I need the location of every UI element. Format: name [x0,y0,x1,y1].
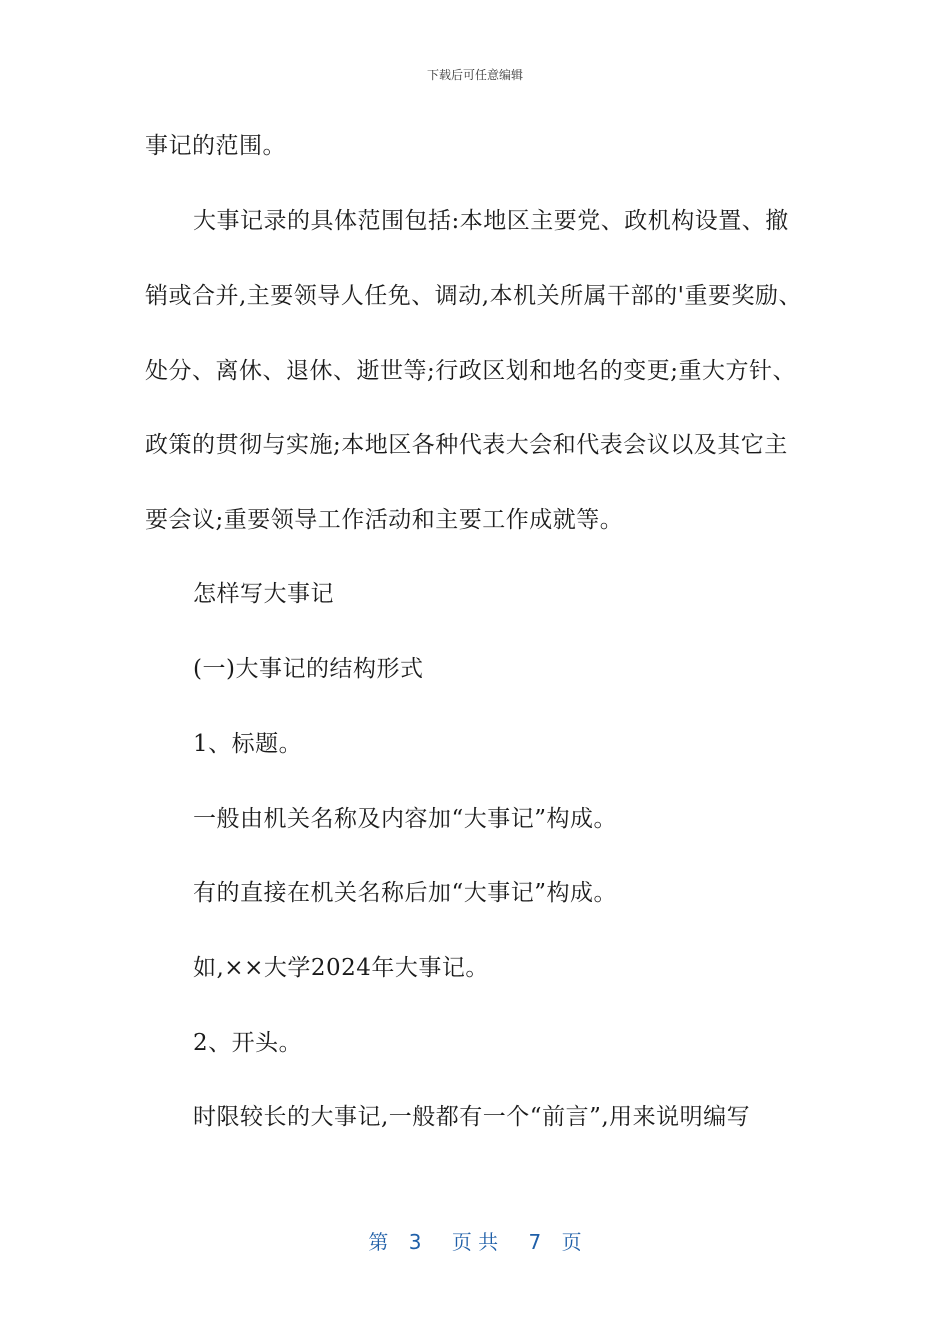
page-header-note: 下载后可任意编辑 [426,68,523,82]
text-line-4: 处分、离休、退休、逝世等;行政区划和地名的变更;重大方针、 [145,358,796,384]
text-line-11: 有的直接在机关名称后加“大事记”构成。 [193,880,618,906]
footer-prefix: 第 [368,1230,389,1254]
footer-middle: 页 共 [451,1230,499,1254]
text-line-1: 事记的范围。 [145,133,286,159]
item-heading-title: 1、标题。 [193,731,303,757]
text-line-10: 一般由机关名称及内容加“大事记”构成。 [193,806,618,832]
text-line-6: 要会议;重要领导工作活动和主要工作成就等。 [145,507,624,533]
page-footer [0,1226,950,1255]
footer-suffix: 页 [561,1230,582,1254]
text-line-5: 政策的贯彻与实施;本地区各种代表大会和代表会议以及其它主 [145,432,788,458]
footer-total-pages: 7 [528,1230,542,1254]
text-line-2: 大事记录的具体范围包括:本地区主要党、政机构设置、撤 [193,208,789,234]
text-line-12: 如,××大学2024年大事记。 [193,955,489,981]
section-heading: 怎样写大事记 [193,581,334,607]
footer-current-page: 3 [408,1230,422,1254]
item-heading-opening: 2、开头。 [193,1030,303,1056]
text-line-14: 时限较长的大事记,一般都有一个“前言”,用来说明编写 [193,1104,751,1130]
subsection-heading: (一)大事记的结构形式 [193,656,424,682]
text-line-3: 销或合并,主要领导人任免、调动,本机关所属干部的'重要奖励、 [145,283,802,309]
